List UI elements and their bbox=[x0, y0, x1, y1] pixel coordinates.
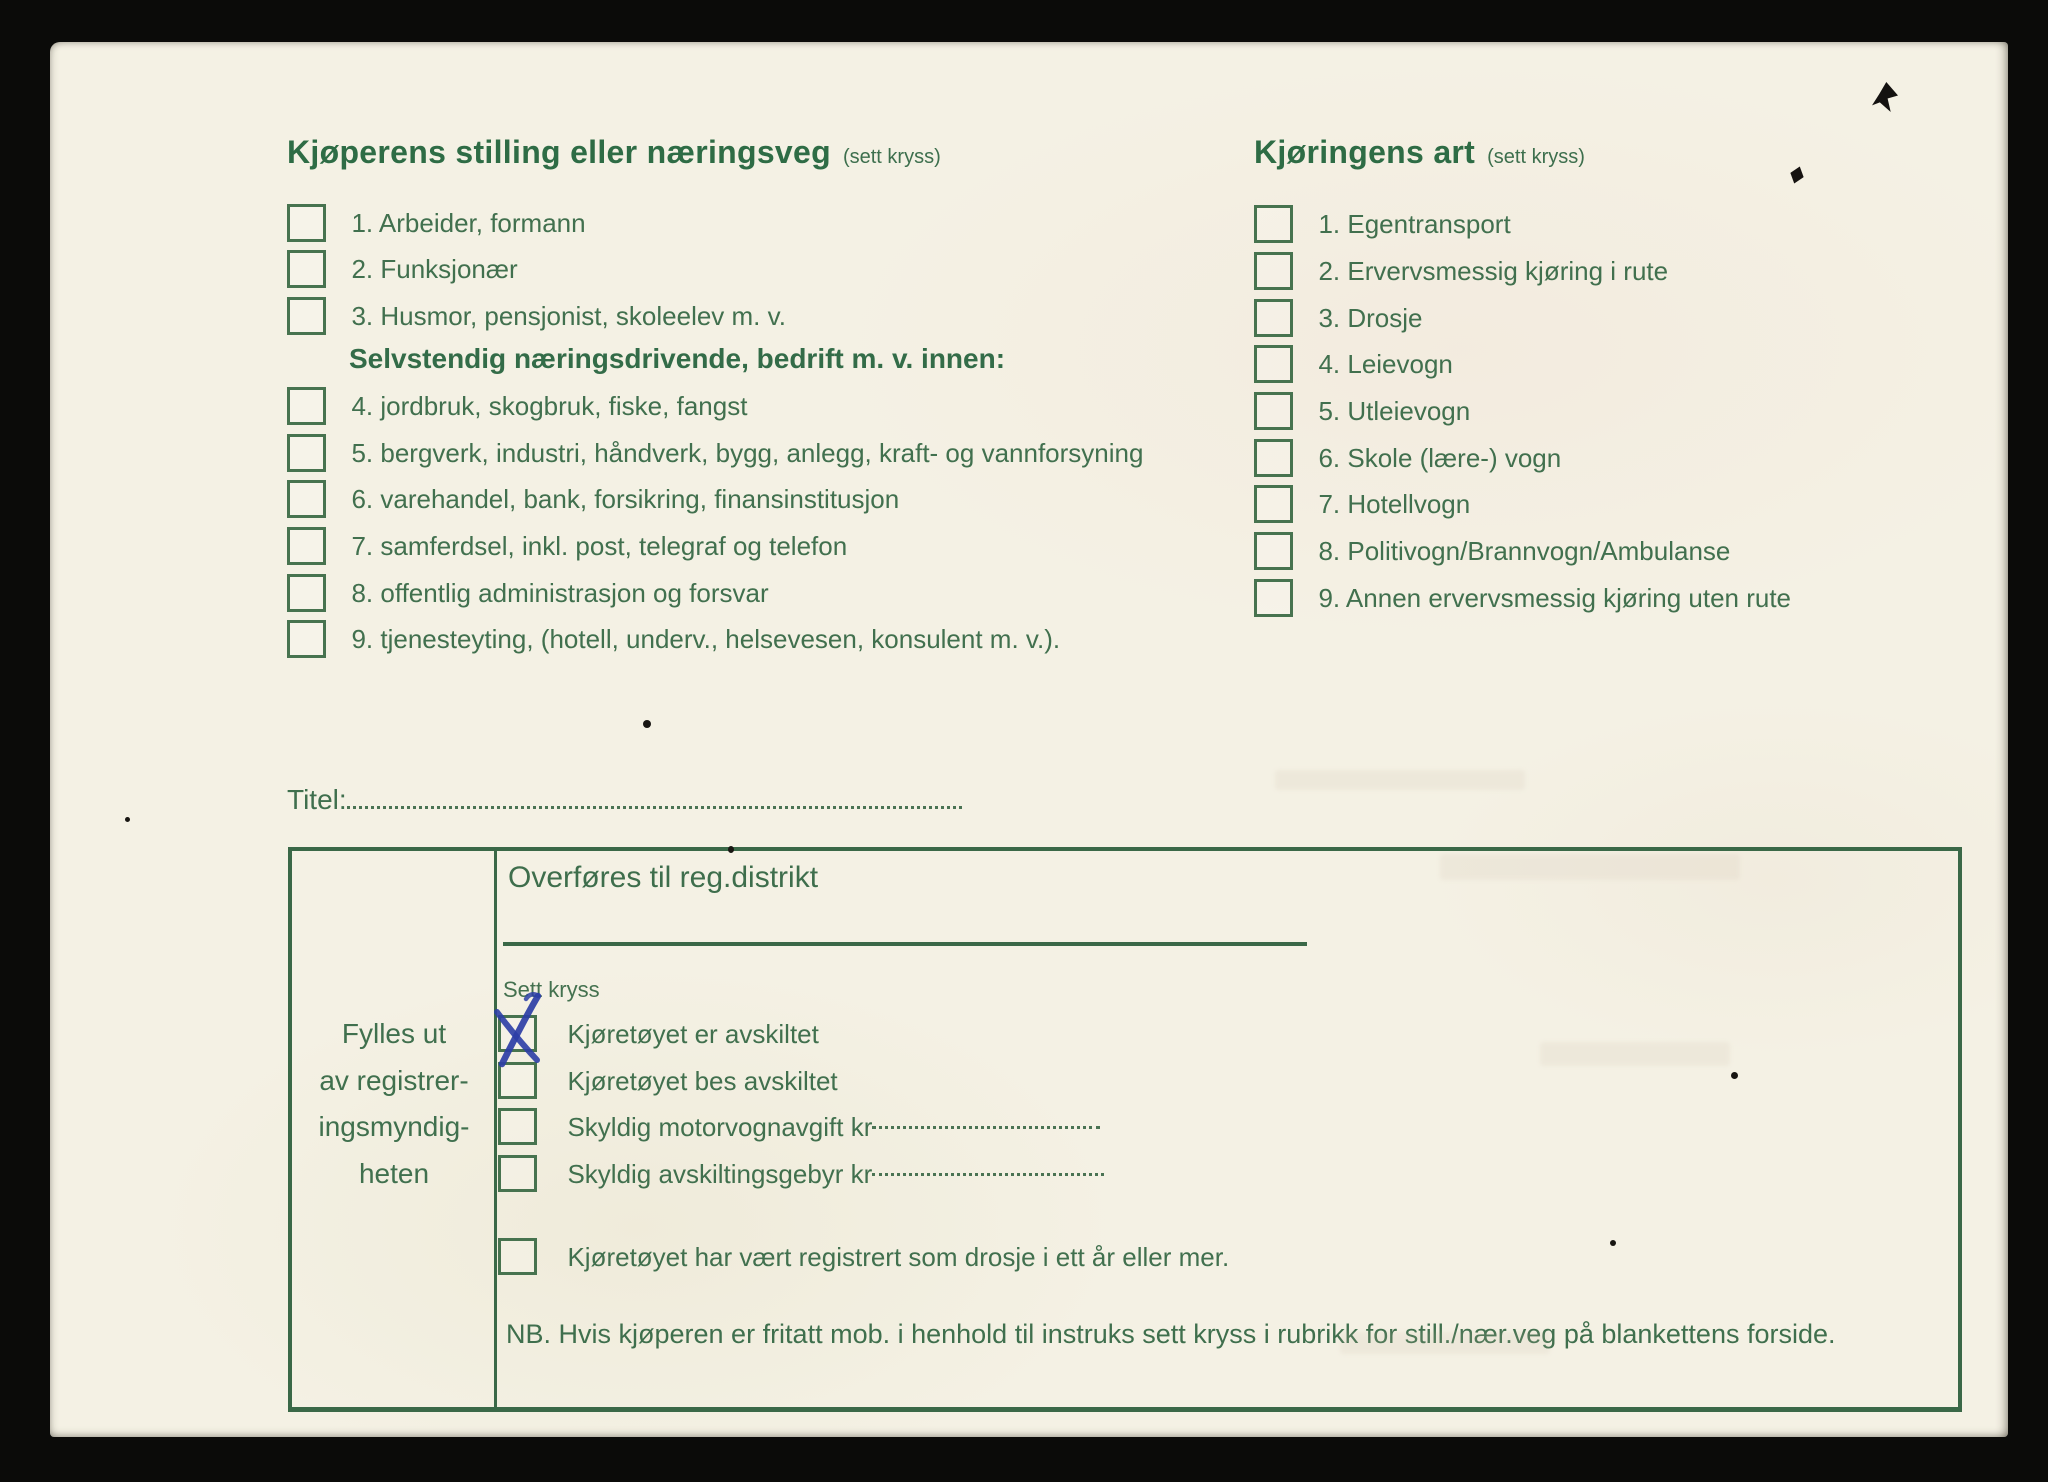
checkbox-registered-as-taxi[interactable] bbox=[498, 1238, 537, 1275]
section-title-text: Kjøringens art bbox=[1254, 134, 1476, 170]
driving-row-5 bbox=[1254, 392, 1470, 432]
section-title-driving-type bbox=[1254, 134, 1585, 171]
titel-input-line[interactable] bbox=[347, 784, 962, 809]
ink-dot bbox=[1610, 1240, 1616, 1246]
transfer-district-label: Overføres til reg.distrikt bbox=[508, 861, 819, 894]
item-label: 1. Arbeider, formann bbox=[351, 208, 586, 238]
checkbox-occupation-6[interactable] bbox=[287, 480, 326, 518]
item-label: 1. Egentransport bbox=[1318, 209, 1511, 239]
section-title-text: Kjøperens stilling eller næringsveg bbox=[287, 134, 831, 170]
item-label: 7. samferdsel, inkl. post, telegraf og telefon bbox=[351, 531, 848, 561]
checkbox-occupation-3[interactable] bbox=[287, 297, 326, 335]
item-label: 9. tjenesteyting, (hotell, underv., helsevesen, konsulent m. v.). bbox=[351, 624, 1061, 654]
item-label: 3. Husmor, pensjonist, skoleelev m. v. bbox=[351, 301, 786, 331]
ink-dot bbox=[728, 846, 734, 853]
occupation-row-3 bbox=[287, 297, 786, 337]
item-label: 4. Leievogn bbox=[1318, 349, 1453, 379]
item-label: Kjøretøyet er avskiltet bbox=[567, 1019, 819, 1049]
reg-row-tax-due bbox=[498, 1108, 1100, 1148]
item-label: 7. Hotellvogn bbox=[1318, 489, 1471, 519]
occupation-row-4 bbox=[287, 387, 747, 427]
occupation-row-7 bbox=[287, 527, 847, 567]
bleed-through-smudge bbox=[1275, 770, 1525, 790]
ink-dot bbox=[1731, 1072, 1738, 1079]
checkbox-occupation-5[interactable] bbox=[287, 434, 326, 472]
driving-row-6 bbox=[1254, 439, 1561, 479]
checkbox-occupation-4[interactable] bbox=[287, 387, 326, 425]
tax-amount-line[interactable] bbox=[872, 1108, 1100, 1129]
reg-row-fee-due bbox=[498, 1155, 1104, 1195]
filled-by-authority-label: Fylles ut av registrer- ingsmyndig- heten bbox=[318, 1018, 470, 1189]
item-label: 6. Skole (lære-) vogn bbox=[1318, 443, 1562, 473]
driving-row-7 bbox=[1254, 485, 1470, 525]
item-label: 5. Utleievogn bbox=[1318, 396, 1471, 426]
ink-dot bbox=[643, 720, 651, 728]
item-label: 2. Ervervsmessig kjøring i rute bbox=[1318, 256, 1669, 286]
sett-kryss-hint: (sett kryss) bbox=[842, 146, 941, 168]
item-label: 4. jordbruk, skogbruk, fiske, fangst bbox=[351, 391, 748, 421]
nb-note: NB. Hvis kjøperen er fritatt mob. i henhold til instruks sett kryss i rubrikk for still./nær.veg på blankettens forside. bbox=[506, 1319, 1836, 1349]
bleed-through-smudge bbox=[1440, 854, 1740, 880]
item-label: 9. Annen ervervsmessig kjøring uten rute bbox=[1318, 583, 1792, 613]
registration-box bbox=[288, 847, 1962, 1412]
occupation-row-2 bbox=[287, 250, 518, 290]
driving-row-3 bbox=[1254, 299, 1423, 339]
district-underline bbox=[503, 942, 1307, 946]
checkbox-motor-vehicle-tax-due[interactable] bbox=[498, 1108, 537, 1145]
self-employed-subheader: Selvstendig næringsdrivende, bedrift m. v. innen: bbox=[349, 343, 1006, 374]
item-label: 3. Drosje bbox=[1318, 303, 1423, 333]
checkbox-driving-1[interactable] bbox=[1254, 205, 1293, 243]
bleed-through-smudge bbox=[1540, 1042, 1730, 1066]
checkbox-driving-2[interactable] bbox=[1254, 252, 1293, 290]
occupation-row-6 bbox=[287, 480, 899, 520]
item-label: Skyldig avskiltingsgebyr kr bbox=[567, 1159, 873, 1189]
item-label: 5. bergverk, industri, håndverk, bygg, anlegg, kraft- og vannforsyning bbox=[351, 438, 1144, 468]
ink-dot bbox=[125, 817, 130, 822]
driving-row-8 bbox=[1254, 532, 1730, 572]
checkbox-driving-4[interactable] bbox=[1254, 345, 1293, 383]
occupation-row-5 bbox=[287, 434, 1143, 474]
box-divider bbox=[494, 851, 497, 1407]
reg-row-taxi-registered bbox=[498, 1238, 1229, 1278]
item-label: Kjøretøyet bes avskiltet bbox=[567, 1066, 838, 1096]
reg-row-to-be-deregistered bbox=[498, 1062, 838, 1102]
paper-form bbox=[50, 42, 2008, 1437]
driving-row-4 bbox=[1254, 345, 1453, 385]
occupation-row-9 bbox=[287, 620, 1060, 660]
checkbox-driving-3[interactable] bbox=[1254, 299, 1293, 337]
checkbox-driving-8[interactable] bbox=[1254, 532, 1293, 570]
driving-row-1 bbox=[1254, 205, 1511, 245]
titel-line bbox=[287, 784, 962, 816]
checkbox-occupation-1[interactable] bbox=[287, 204, 326, 242]
driving-row-9 bbox=[1254, 579, 1791, 619]
item-label: 6. varehandel, bank, forsikring, finansinstitusjon bbox=[351, 484, 900, 514]
checkbox-occupation-7[interactable] bbox=[287, 527, 326, 565]
occupation-row-8 bbox=[287, 574, 769, 614]
bleed-through-smudge bbox=[1340, 1332, 1550, 1354]
checkbox-vehicle-to-be-deregistered[interactable] bbox=[498, 1062, 537, 1099]
checkbox-occupation-9[interactable] bbox=[287, 620, 326, 658]
reg-row-deregistered bbox=[498, 1015, 819, 1055]
checkbox-driving-7[interactable] bbox=[1254, 485, 1293, 523]
item-label: 8. offentlig administrasjon og forsvar bbox=[351, 578, 769, 608]
checkbox-driving-9[interactable] bbox=[1254, 579, 1293, 617]
sett-kryss-hint: (sett kryss) bbox=[1487, 146, 1585, 168]
ink-blot bbox=[1872, 82, 1898, 112]
occupation-row-1 bbox=[287, 204, 586, 244]
item-label: 8. Politivogn/Brannvogn/Ambulanse bbox=[1318, 536, 1731, 566]
checkbox-occupation-8[interactable] bbox=[287, 574, 326, 612]
ink-speck bbox=[1788, 164, 1807, 185]
checkbox-vehicle-deregistered[interactable] bbox=[498, 1015, 537, 1052]
section-title-buyer-occupation bbox=[287, 134, 941, 171]
checkbox-deregistration-fee-due[interactable] bbox=[498, 1155, 537, 1192]
item-label: Skyldig motorvognavgift kr bbox=[567, 1112, 873, 1142]
sett-kryss-label: Sett kryss bbox=[503, 977, 600, 1002]
item-label: Kjøretøyet har vært registrert som drosje i ett år eller mer. bbox=[567, 1242, 1230, 1272]
checkbox-driving-6[interactable] bbox=[1254, 439, 1293, 477]
item-label: 2. Funksjonær bbox=[351, 254, 518, 284]
checkbox-occupation-2[interactable] bbox=[287, 250, 326, 288]
titel-label: Titel: bbox=[287, 784, 347, 815]
checkbox-driving-5[interactable] bbox=[1254, 392, 1293, 430]
fee-amount-line[interactable] bbox=[872, 1155, 1104, 1176]
driving-row-2 bbox=[1254, 252, 1668, 292]
